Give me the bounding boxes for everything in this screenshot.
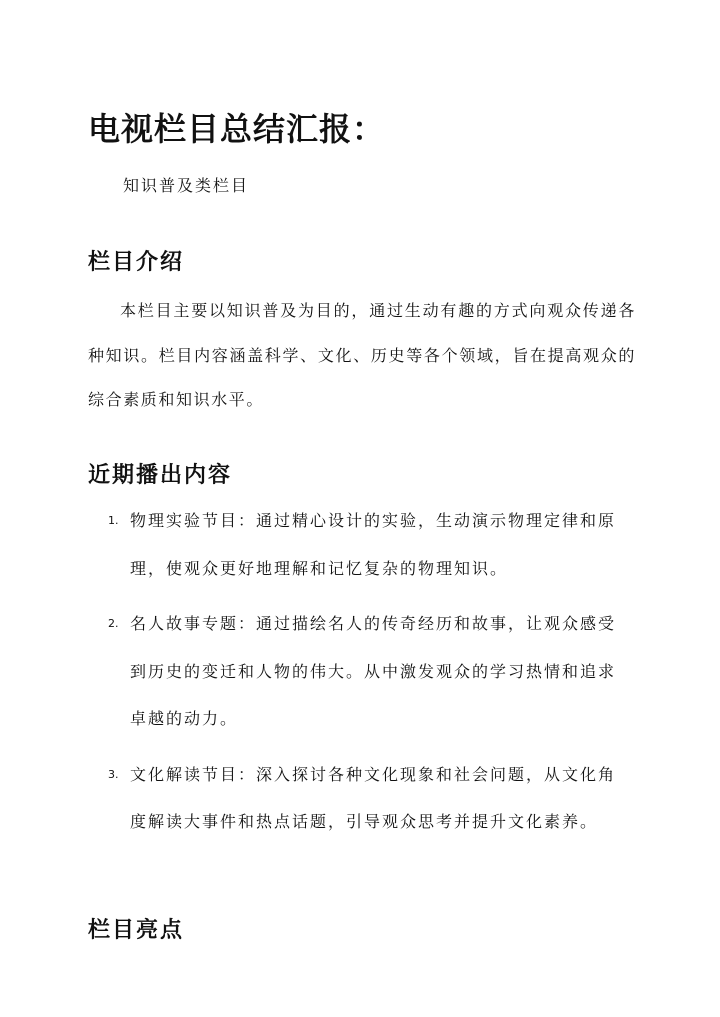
- list-item: [100, 751, 630, 846]
- list-item: [100, 600, 630, 743]
- list-item-number: 1.: [108, 514, 119, 527]
- recent-broadcasts-list: [100, 497, 630, 854]
- document-title: 电视栏目总结汇报：: [88, 110, 386, 149]
- section-heading-highlights: 栏目亮点: [88, 917, 185, 944]
- list-item-text: 物理实验节目：通过精心设计的实验，生动演示物理定律和原理，使观众更好地理解和记忆复杂的物理知识。: [130, 511, 617, 578]
- section-heading-recent-broadcasts: 近期播出内容: [88, 462, 233, 489]
- section-heading-introduction: 栏目介绍: [88, 249, 185, 276]
- list-item-text: 名人故事专题：通过描绘名人的传奇经历和故事，让观众感受到历史的变迁和人物的伟大。从中激发观众的学习热情和追求卓越的动力。: [130, 614, 617, 728]
- list-item-number: 2.: [108, 617, 119, 630]
- introduction-paragraph: 本栏目主要以知识普及为目的，通过生动有趣的方式向观众传递各种知识。栏目内容涵盖科学、文化、历史等各个领域，旨在提高观众的综合素质和知识水平。: [88, 301, 636, 409]
- list-item-number: 3.: [108, 767, 119, 781]
- list-item-text: 文化解读节目：深入探讨各种文化现象和社会问题，从文化角度解读大事件和热点话题，引导观众思考并提升文化素养。: [130, 764, 617, 831]
- document-subtitle: 知识普及类栏目: [123, 176, 250, 195]
- list-item: [100, 497, 630, 592]
